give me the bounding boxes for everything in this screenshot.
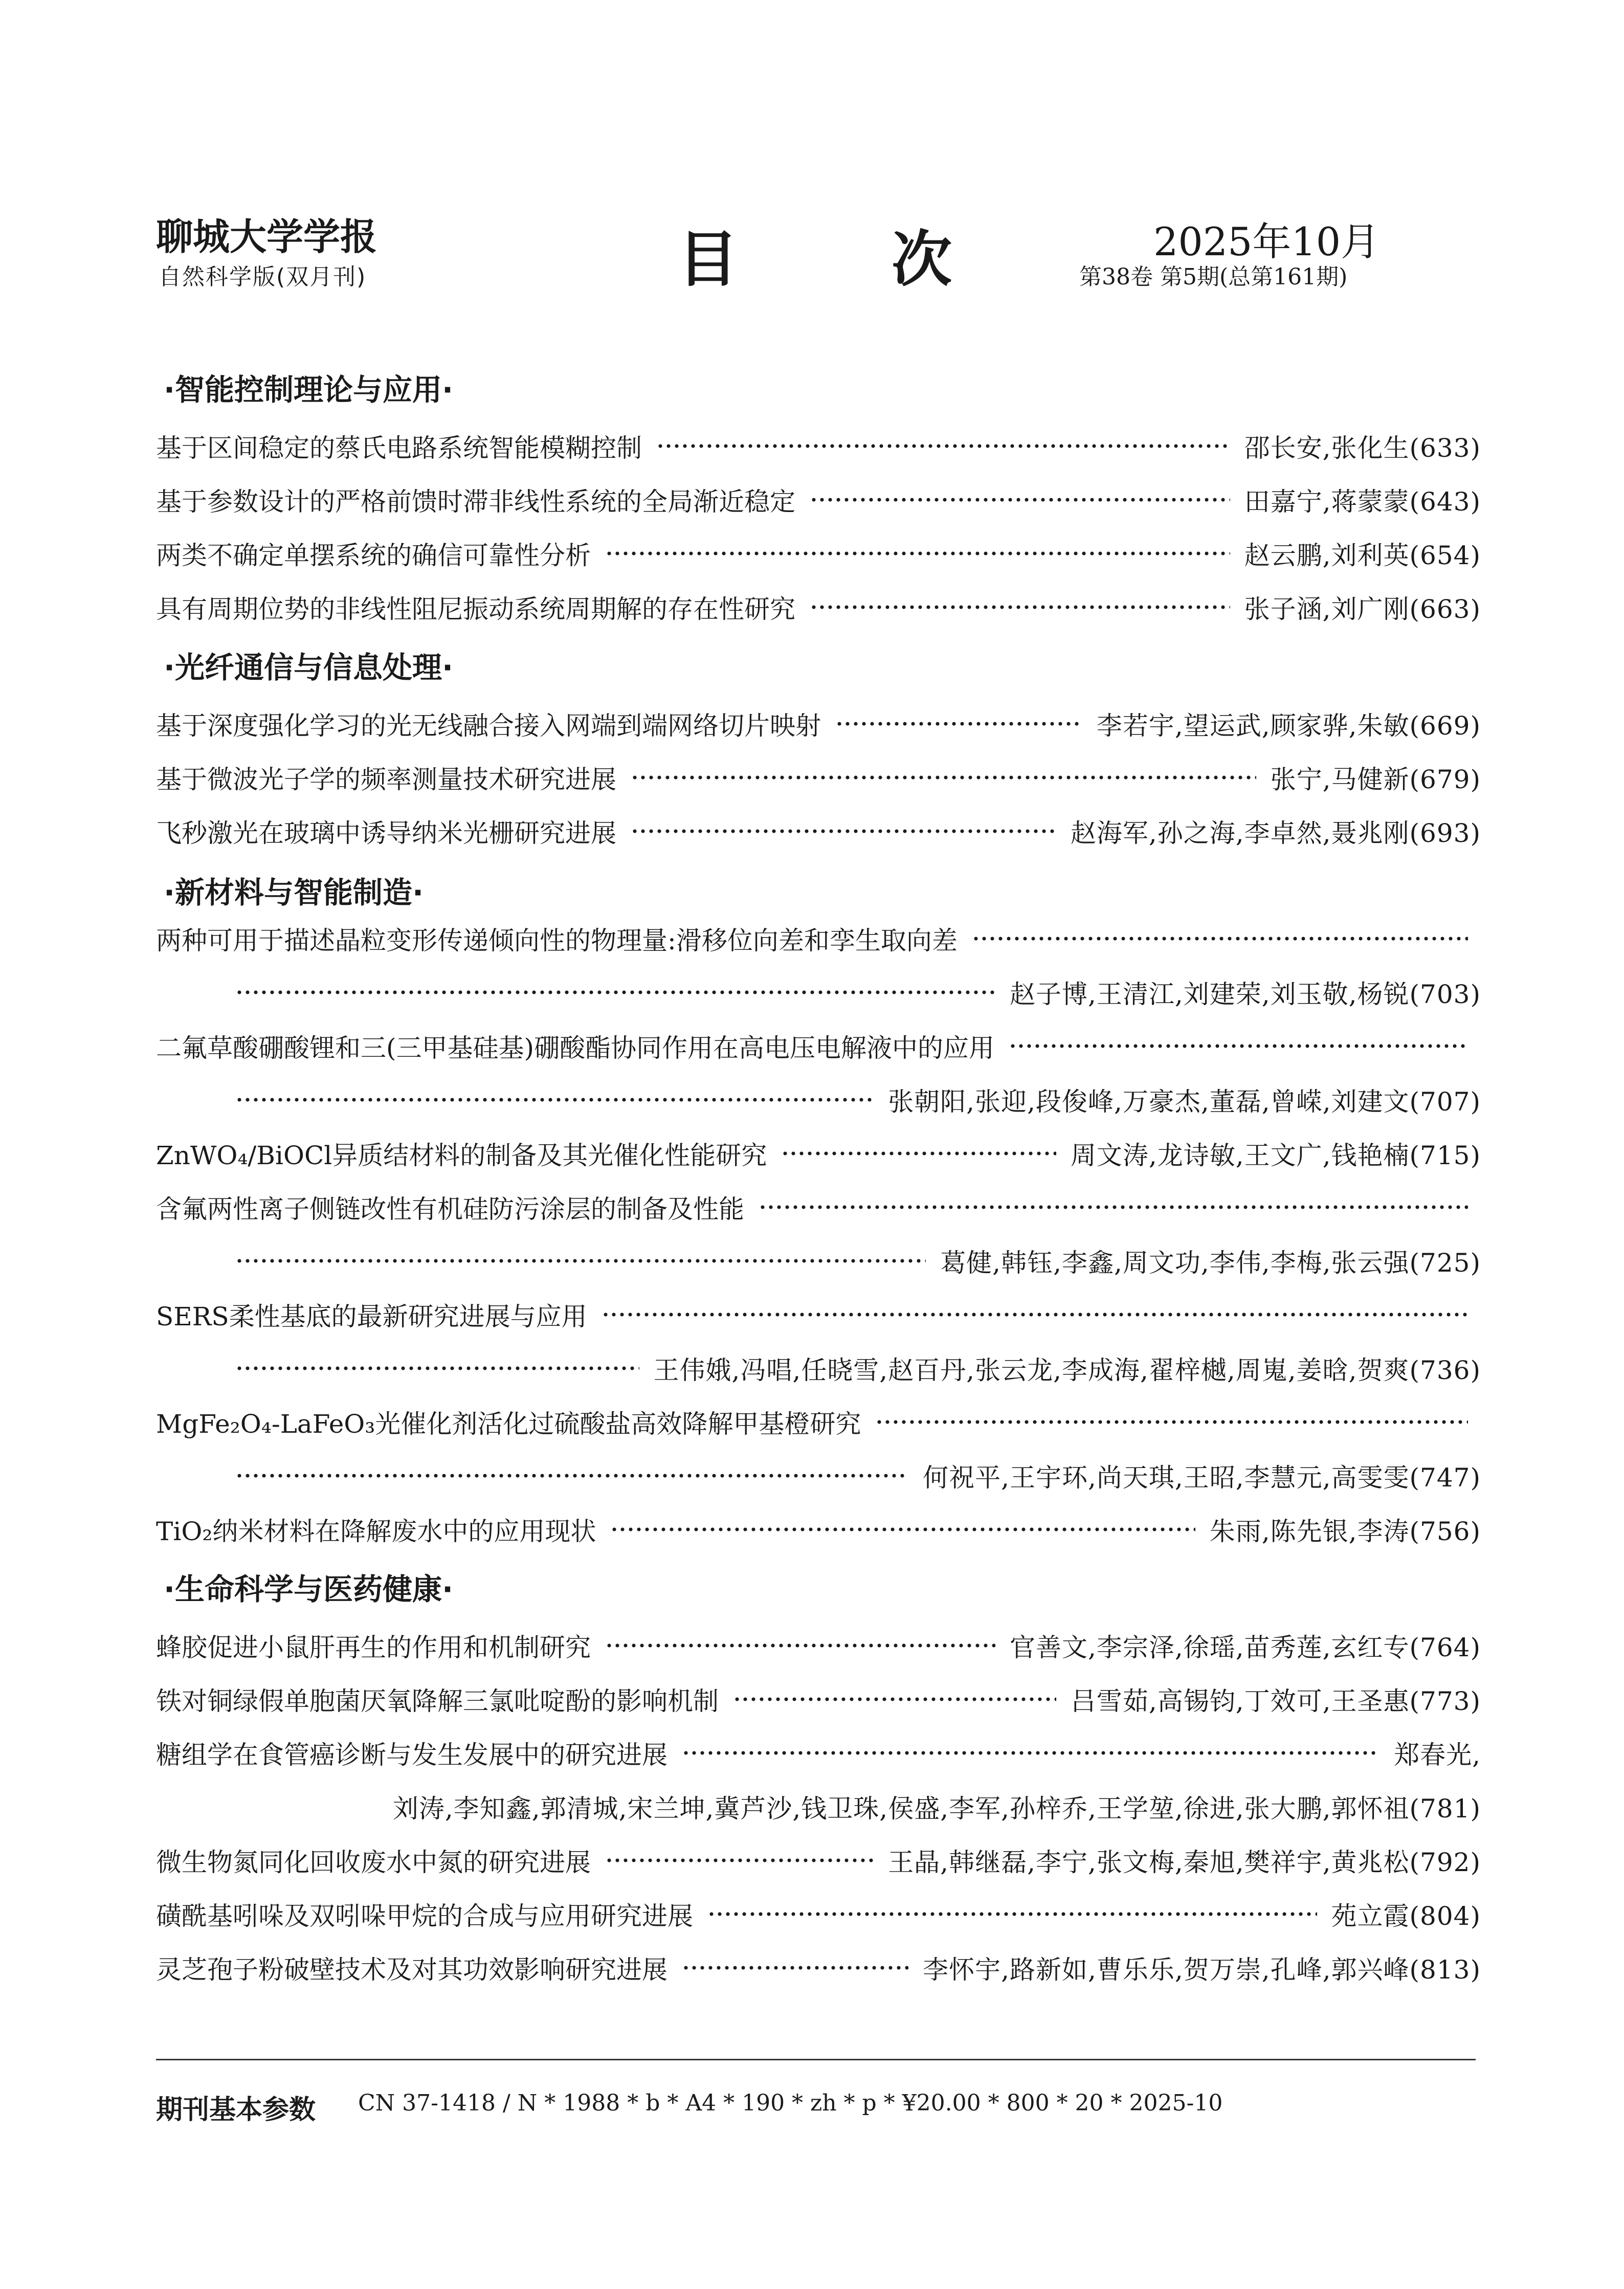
journal-name: 聊城大学学报 <box>156 215 377 258</box>
article-authors: 葛健,韩钰,李鑫,周文功,李伟,李梅,张云强(725) <box>940 1248 1481 1278</box>
article-title[interactable]: 二氟草酸硼酸锂和三(三甲基硅基)硼酸酯协同作用在高电压电解液中的应用 <box>156 1033 995 1063</box>
article-title[interactable]: 基于深度强化学习的光无线融合接入网端到端网络切片映射 <box>156 711 821 741</box>
article-authors: 吕雪茹,高锡钧,丁效可,王圣惠(773) <box>1070 1686 1481 1716</box>
article-title[interactable]: 基于微波光子学的频率测量技术研究进展 <box>156 765 616 794</box>
article-authors: 王伟娥,冯唱,任晓雪,赵百丹,张云龙,李成海,翟梓樾,周嵬,姜晗,贺爽(736) <box>653 1355 1481 1385</box>
dot-leader <box>235 1259 926 1263</box>
dot-leader <box>875 1420 1468 1424</box>
article-title[interactable]: TiO₂纳米材料在降解废水中的应用现状 <box>156 1517 596 1546</box>
dot-leader <box>605 551 1230 555</box>
article-authors: 刘涛,李知鑫,郭清城,宋兰坤,冀芦沙,钱卫珠,侯盛,李军,孙梓乔,王学堃,徐进,张大鹏,郭怀祖(781) <box>392 1794 1481 1824</box>
toc-entry-line2 <box>235 1348 1481 1389</box>
toc-entry[interactable] <box>156 757 1481 798</box>
params-label: 期刊基本参数 <box>156 2095 316 2125</box>
article-title[interactable]: 蜂胶促进小鼠肝再生的作用和机制研究 <box>156 1633 591 1662</box>
article-title[interactable]: 微生物氮同化回收废水中氮的研究进展 <box>156 1848 591 1877</box>
journal-edition: 自然科学版(双月刊) <box>159 264 367 290</box>
dot-leader <box>610 1527 1195 1531</box>
dot-leader <box>235 990 995 994</box>
toc-entry-line1[interactable] <box>156 1187 1468 1228</box>
article-authors: 官善文,李宗泽,徐瑶,苗秀莲,玄红专(764) <box>1009 1633 1481 1662</box>
article-title[interactable]: 含氟两性离子侧链改性有机硅防污涂层的制备及性能 <box>156 1194 744 1224</box>
params-text: CN 37-1418 / N * 1988 * b * A4 * 190 * zh * p * ¥20.00 * 800 * 20 * 2025-10 <box>358 2090 1223 2116</box>
section-heading-intelligent-control: ·智能控制理论与应用· <box>164 372 454 407</box>
article-title[interactable]: 基于参数设计的严格前馈时滞非线性系统的全局渐近稳定 <box>156 487 795 517</box>
article-title[interactable]: 铁对铜绿假单胞菌厌氧降解三氯吡啶酚的影响机制 <box>156 1686 719 1716</box>
article-title[interactable]: 具有周期位势的非线性阻尼振动系统周期解的存在性研究 <box>156 594 795 624</box>
toc-entry[interactable] <box>156 533 1481 574</box>
toc-entry-line2 <box>235 1240 1481 1281</box>
article-authors: 赵云鹏,刘利英(654) <box>1244 541 1481 570</box>
toc-entry[interactable] <box>156 1947 1481 1988</box>
toc-entry-line1[interactable] <box>156 1026 1468 1066</box>
article-authors: 赵子博,王清江,刘建荣,刘玉敬,杨锐(703) <box>1009 980 1481 1009</box>
article-authors: 周文涛,龙诗敏,王文广,钱艳楠(715) <box>1070 1141 1481 1170</box>
article-authors: 赵海军,孙之海,李卓然,聂兆刚(693) <box>1070 818 1481 848</box>
toc-entry[interactable] <box>156 479 1481 520</box>
toc-entry-line2 <box>235 1079 1481 1120</box>
article-title[interactable]: 两种可用于描述晶粒变形传递倾向性的物理量:滑移位向差和孪生取向差 <box>156 926 958 955</box>
toc-entry-line2 <box>235 972 1481 1013</box>
article-authors: 王晶,韩继磊,李宁,张文梅,秦旭,樊祥宇,黄兆松(792) <box>888 1848 1481 1877</box>
toc-entry[interactable] <box>156 1133 1481 1174</box>
article-title[interactable]: 两类不确定单摆系统的确信可靠性分析 <box>156 541 591 570</box>
article-title[interactable]: 磺酰基吲哚及双吲哚甲烷的合成与应用研究进展 <box>156 1901 693 1931</box>
toc-entry[interactable] <box>156 1894 1481 1935</box>
dot-leader <box>656 444 1230 448</box>
dot-leader <box>631 775 1256 780</box>
dot-leader <box>631 829 1056 833</box>
toc-entry-line1[interactable] <box>156 1402 1468 1442</box>
toc-entry-line2 <box>235 1455 1481 1496</box>
toc-entry[interactable] <box>156 703 1481 744</box>
article-authors: 朱雨,陈先银,李涛(756) <box>1209 1517 1481 1546</box>
toc-entry-line2 <box>215 1786 1481 1827</box>
toc-entry[interactable] <box>156 1840 1481 1881</box>
dot-leader <box>781 1151 1056 1155</box>
dot-leader <box>810 605 1230 609</box>
article-authors: 苑立霞(804) <box>1331 1901 1481 1931</box>
article-authors: 张宁,马健新(679) <box>1270 765 1481 794</box>
toc-entry-line1[interactable] <box>156 918 1468 959</box>
dot-leader <box>810 498 1230 502</box>
section-heading-optical-communication: ·光纤通信与信息处理· <box>164 650 454 685</box>
toc-entry[interactable] <box>156 587 1481 628</box>
article-authors: 田嘉宁,蒋蒙蒙(643) <box>1244 487 1481 517</box>
article-title[interactable]: MgFe₂O₄-LaFeO₃光催化剂活化过硫酸盐高效降解甲基橙研究 <box>156 1409 861 1439</box>
article-title[interactable]: 基于区间稳定的蔡氏电路系统智能模糊控制 <box>156 433 642 463</box>
footer-divider <box>156 2059 1476 2060</box>
toc-entry[interactable] <box>156 426 1481 466</box>
article-authors: 李怀宇,路新如,曹乐乐,贺万崇,孔峰,郭兴峰(813) <box>923 1955 1481 1985</box>
article-title[interactable]: ZnWO₄/BiOCl异质结材料的制备及其光催化性能研究 <box>156 1141 767 1170</box>
dot-leader <box>972 937 1468 941</box>
dot-leader <box>682 1751 1380 1755</box>
dot-leader <box>682 1966 908 1970</box>
dot-leader <box>733 1697 1056 1701</box>
dot-leader <box>835 722 1082 726</box>
section-heading-new-materials: ·新材料与智能制造· <box>164 875 424 910</box>
dot-leader <box>235 1474 908 1478</box>
article-title[interactable]: SERS柔性基底的最新研究进展与应用 <box>156 1302 587 1331</box>
dot-leader <box>1009 1044 1468 1048</box>
article-authors: 李若宇,望运武,顾家骅,朱敏(669) <box>1096 711 1481 741</box>
dot-leader <box>602 1313 1468 1317</box>
dot-leader <box>605 1858 874 1862</box>
article-authors: 邵长安,张化生(633) <box>1244 433 1481 463</box>
toc-entry[interactable] <box>156 811 1481 852</box>
dot-leader <box>235 1366 639 1370</box>
article-authors: 张朝阳,张迎,段俊峰,万豪杰,董磊,曾嵘,刘建文(707) <box>888 1087 1481 1117</box>
dot-leader <box>707 1912 1317 1916</box>
dot-leader <box>605 1643 995 1648</box>
article-title[interactable]: 灵芝孢子粉破壁技术及对其功效影响研究进展 <box>156 1955 668 1985</box>
dot-leader <box>759 1205 1468 1209</box>
dot-leader <box>235 1098 874 1102</box>
toc-entry[interactable] <box>156 1625 1481 1666</box>
article-title[interactable]: 糖组学在食管癌诊断与发生发展中的研究进展 <box>156 1740 668 1770</box>
toc-entry-line1[interactable] <box>156 1732 1481 1773</box>
toc-entry[interactable] <box>156 1509 1481 1550</box>
issue-date: 2025年10月 <box>1153 219 1380 264</box>
article-authors-lead: 郑春光, <box>1394 1740 1481 1770</box>
article-authors: 张子涵,刘广刚(663) <box>1244 594 1481 624</box>
issue-info: 第38卷 第5期(总第161期) <box>1079 264 1348 290</box>
article-title[interactable]: 飞秒激光在玻璃中诱导纳米光栅研究进展 <box>156 818 616 848</box>
article-authors: 何祝平,王宇环,尚天琪,王昭,李慧元,高雯雯(747) <box>923 1463 1481 1493</box>
section-heading-life-science: ·生命科学与医药健康· <box>164 1572 454 1607</box>
toc-entry[interactable] <box>156 1679 1481 1720</box>
toc-title: 目次 <box>678 224 1106 295</box>
toc-entry-line1[interactable] <box>156 1294 1468 1335</box>
